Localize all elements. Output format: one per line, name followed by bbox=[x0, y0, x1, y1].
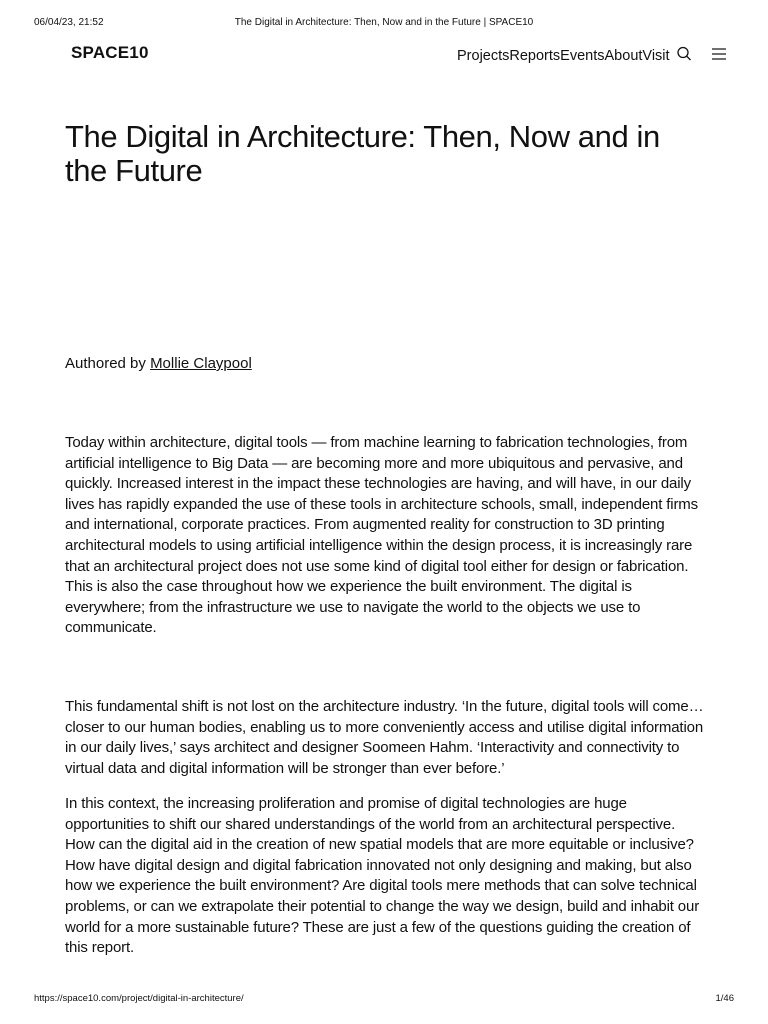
print-datetime: 06/04/23, 21:52 bbox=[34, 17, 104, 28]
author-prefix: Authored by bbox=[65, 355, 146, 372]
print-url: https://space10.com/project/digital-in-architecture/ bbox=[34, 993, 244, 1004]
page-title: The Digital in Architecture: Then, Now and in the Future bbox=[65, 119, 660, 188]
nav-item-events[interactable]: Events bbox=[560, 48, 605, 64]
nav-item-visit[interactable]: Visit bbox=[642, 48, 670, 64]
menu-icon[interactable] bbox=[711, 47, 727, 61]
author-link[interactable]: Mollie Claypool bbox=[150, 355, 252, 372]
main-nav bbox=[457, 48, 670, 64]
author-line bbox=[65, 354, 705, 374]
print-header bbox=[34, 17, 734, 31]
site-header bbox=[0, 42, 768, 74]
nav-item-about[interactable]: About bbox=[604, 48, 643, 64]
article-paragraph: This fundamental shift is not lost on the architecture industry. ‘In the future, digital tools will come… closer to our human bodies, enabling us to more conveniently access and utilise digital information in our daily lives,’ says architect and designer Soomeen Hahm. ‘Interactivity and connectivity to virtual data and digital information will be stronger than ever before.’ bbox=[65, 698, 704, 777]
nav-item-reports[interactable]: Reports bbox=[509, 48, 561, 64]
article-paragraph: In this context, the increasing proliferation and promise of digital technologies are huge opportunities to shift our shared understandings of the world from an architectural perspective. How can the digital aid in the creation of new spatial models that are more equitable or inclusive? How have digital design and digital fabrication innovated not only designing and making, but also how we experience the built environment? Are digital tools mere methods that can solve technical problems, or can we extrapolate their potential to change the way we design, build and inhabit our world for a more sustainable future? These are just a few of the questions guiding the creation of this report. bbox=[65, 795, 700, 957]
search-icon[interactable] bbox=[676, 46, 692, 62]
article-paragraph: Today within architecture, digital tools — from machine learning to fabrication technologies, from artificial intelligence to Big Data — are becoming more and more ubiquitous and pervasive, and quickly. Increased interest in the impact these technologies are having, and will have, in our daily lives has rapidly expanded the use of these tools in architecture schools, small, independent firms and international, corporate practices. From augmented reality for construction to 3D printing architectural models to using artificial intelligence within the design process, it is increasingly rare that an architectural project does not use some kind of digital tool either for design or fabrication. This is also the case throughout how we experience the built environment. The digital is everywhere; from the infrastructure we use to navigate the world to the objects we use to communicate. bbox=[65, 434, 699, 637]
site-logo[interactable]: SPACE10 bbox=[71, 43, 149, 62]
print-page-number: 1/46 bbox=[715, 993, 734, 1004]
nav-item-projects[interactable]: Projects bbox=[457, 48, 510, 64]
print-page-title: The Digital in Architecture: Then, Now and in the Future | SPACE10 bbox=[234, 17, 534, 28]
print-footer bbox=[34, 993, 734, 1007]
